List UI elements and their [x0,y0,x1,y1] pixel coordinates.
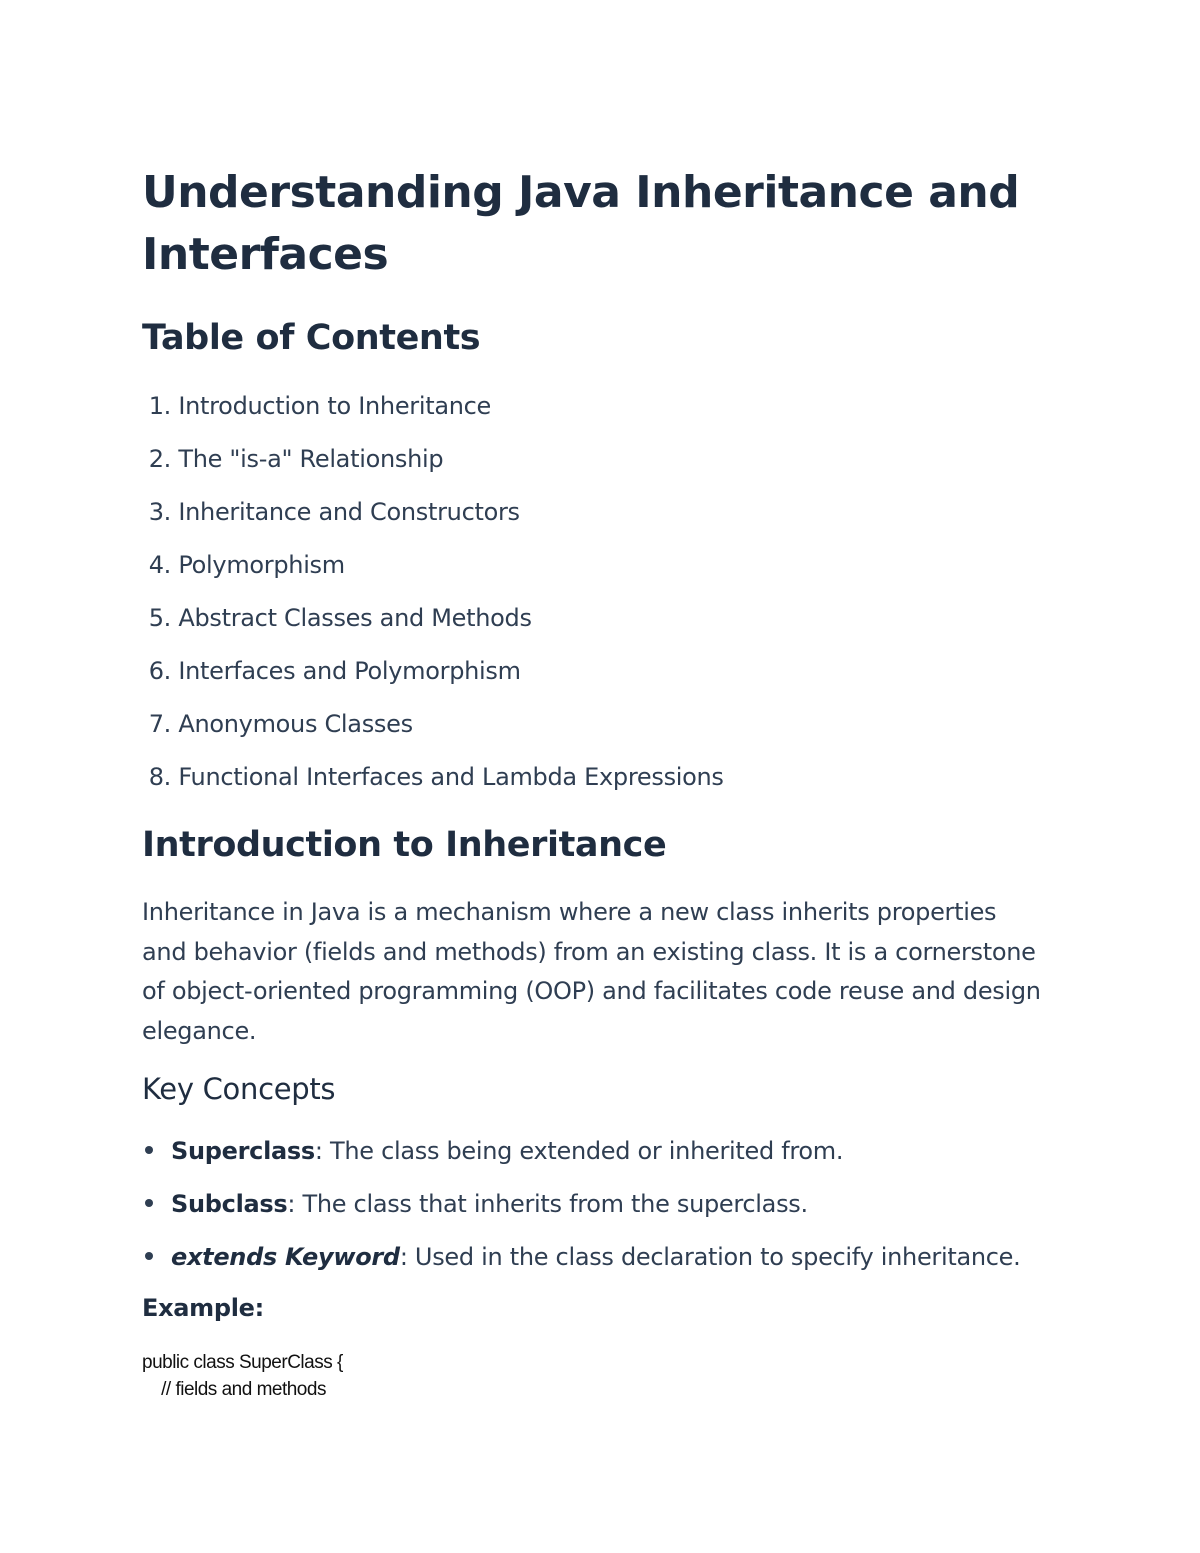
toc-item[interactable] [142,757,724,810]
toc-item[interactable] [142,439,724,492]
toc-heading: Table of Contents [142,318,481,358]
bullet-icon [145,1252,153,1260]
toc-list [142,386,724,810]
toc-item[interactable] [142,386,724,439]
concept-description: : Used in the class declaration to specify inheritance. [399,1243,1021,1271]
concept-term: Superclass [171,1137,315,1165]
toc-item-label: The "is-a" Relationship [178,445,444,473]
toc-item-label: Polymorphism [178,551,345,579]
list-item [142,1131,1020,1184]
toc-item-number: 2. [148,445,171,473]
document-title: Understanding Java Inheritance and Interfaces [142,167,1020,280]
section-heading-introduction: Introduction to Inheritance [142,825,667,865]
toc-item-label: Functional Interfaces and Lambda Expressions [178,763,724,791]
toc-item-number: 4. [148,551,171,579]
toc-item-label: Introduction to Inheritance [178,392,492,420]
bullet-icon [145,1146,153,1154]
toc-item[interactable] [142,704,724,757]
toc-item-label: Abstract Classes and Methods [178,604,532,632]
list-item [142,1237,1020,1290]
example-label: Example: [142,1294,264,1322]
toc-item[interactable] [142,492,724,545]
concept-term: Subclass [171,1190,288,1218]
toc-item-label: Interfaces and Polymorphism [178,657,521,685]
toc-item[interactable] [142,651,724,704]
toc-item-number: 7. [148,710,171,738]
code-line: // fields and methods [142,1379,326,1400]
bullet-icon [145,1199,153,1207]
toc-item-number: 1. [148,392,171,420]
concept-description: : The class that inherits from the superclass. [287,1190,808,1218]
list-item [142,1184,1020,1237]
code-line: public class SuperClass { [142,1352,343,1373]
toc-item-label: Inheritance and Constructors [178,498,520,526]
concept-term: extends Keyword [171,1243,400,1271]
code-block [142,1349,343,1403]
toc-item-number: 6. [148,657,171,685]
toc-item[interactable] [142,545,724,598]
concept-description: : The class being extended or inherited from. [314,1137,844,1165]
toc-item-label: Anonymous Classes [178,710,413,738]
key-concepts-heading: Key Concepts [142,1072,336,1106]
intro-paragraph: Inheritance in Java is a mechanism where a new class inherits properties and behavior (fields and methods) from an existing class. It is a cornerstone of object-oriented programming (OOP) and facilitates code reuse and design elegance. [142,898,1041,1045]
key-concepts-list [142,1131,1020,1290]
toc-item[interactable] [142,598,724,651]
toc-item-number: 3. [148,498,171,526]
toc-item-number: 5. [148,604,171,632]
toc-item-number: 8. [148,763,171,791]
